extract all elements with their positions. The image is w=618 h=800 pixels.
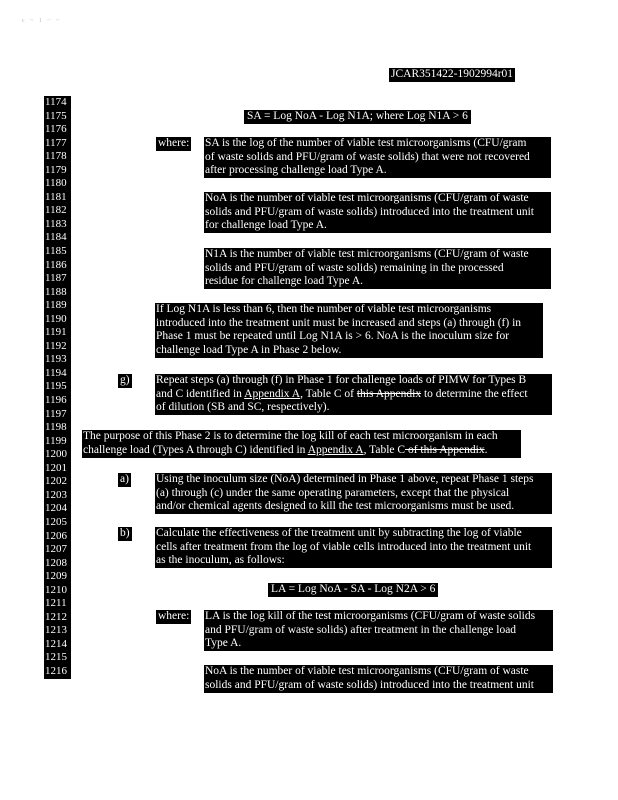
line-number: 1174 <box>45 96 67 108</box>
paragraph-line: challenge load Type A in Phase 2 below. <box>156 343 342 356</box>
corner-scan-marks: c ~ 1 ~ ~ <box>22 18 62 24</box>
definition-line: NoA is the number of viable test microorganisms (CFU/gram of waste <box>205 665 529 677</box>
line-number: 1198 <box>45 421 67 434</box>
step-g-paragraph <box>155 374 552 415</box>
text-run: and C identified in <box>156 387 245 400</box>
definition-sa <box>204 137 551 178</box>
paragraph-line: The purpose of this Phase 2 is to determine the log kill of each test microorganism in each <box>83 430 498 442</box>
text-run: , Table C <box>363 443 406 456</box>
definition-line: N1A is the number of viable test microorganisms (CFU/gram of waste <box>205 248 529 260</box>
definition-line: for challenge load Type A. <box>205 219 327 231</box>
paragraph-line: of dilution (SB and SC, respectively). <box>156 401 330 413</box>
line-number: 1203 <box>45 488 67 501</box>
definition-la <box>204 610 553 651</box>
definition-noa-2 <box>204 665 553 693</box>
paragraph-line: introduced into the treatment unit must be increased and steps (a) through (f) in <box>156 316 522 329</box>
line-number: 1185 <box>45 245 67 258</box>
paragraph-line: Using the inoculum size (NoA) determined in Phase 1 above, repeat Phase 1 steps <box>156 473 534 485</box>
appendix-a-link[interactable]: Appendix A <box>244 387 301 400</box>
line-number: 1204 <box>45 502 67 515</box>
line-number: 1196 <box>45 394 67 407</box>
line-number: 1208 <box>45 556 67 569</box>
paragraph-line: If Log N1A is less than 6, then the number of viable test microorganisms <box>156 303 492 315</box>
step-a-label: a) <box>120 473 129 485</box>
line-number: 1205 <box>45 515 67 528</box>
paragraph-line: as the inoculum, as follows: <box>156 554 285 566</box>
line-number: 1176 <box>45 123 67 136</box>
text-run: . <box>484 443 488 456</box>
formula-sa: SA = Log NoA - Log N1A; where Log N1A > 6 <box>244 110 471 124</box>
definition-line: of waste solids and PFU/gram of waste solids) that were not recovered <box>205 150 530 163</box>
formula-la: LA = Log NoA - SA - Log N2A > 6 <box>268 583 438 597</box>
struck-text: this Appendix <box>356 387 422 400</box>
line-number: 1211 <box>45 597 67 610</box>
paragraph-line: cells after treatment from the log of viable cells introduced into the treatment unit <box>156 540 532 553</box>
definition-line: residue for challenge load Type A. <box>205 275 364 287</box>
paragraph-line: Phase 1 must be repeated until Log N1A is > 6. NoA is the inoculum size for <box>156 330 510 342</box>
definition-n1a <box>204 248 551 289</box>
line-number: 1187 <box>45 272 67 285</box>
definition-line: LA is the log kill of the test microorganisms (CFU/gram of waste solids <box>205 610 536 622</box>
line-number: 1194 <box>45 366 67 379</box>
step-a-paragraph <box>155 473 552 514</box>
definition-line: solids and PFU/gram of waste solids) introduced into the treatment unit <box>205 205 534 218</box>
definition-noa <box>204 192 551 233</box>
definition-line: and PFU/gram of waste solids) after treatment in the challenge load <box>205 623 517 636</box>
line-number: 1190 <box>45 312 67 325</box>
line-number: 1177 <box>45 136 67 149</box>
step-b-paragraph <box>155 527 552 568</box>
definition-line: after processing challenge load Type A. <box>205 164 387 176</box>
line-number: 1197 <box>45 407 67 420</box>
definition-line: Type A. <box>205 637 242 649</box>
paragraph-line: (a) through (c) under the same operating parameters, except that the physical <box>156 486 510 499</box>
definition-line: solids and PFU/gram of waste solids) remaining in the processed <box>205 261 504 274</box>
line-number: 1175 <box>45 109 67 122</box>
phase2-purpose-paragraph <box>82 430 521 458</box>
paragraph-line: Calculate the effectiveness of the treatment unit by subtracting the log of viable <box>156 527 522 539</box>
line-number: 1191 <box>45 326 67 339</box>
appendix-a-link[interactable]: Appendix A <box>307 443 364 456</box>
line-number: 1179 <box>45 163 67 176</box>
line-number: 1180 <box>45 177 67 190</box>
paragraph-line <box>156 388 551 402</box>
line-number: 1181 <box>45 190 67 203</box>
line-number: 1199 <box>45 434 67 447</box>
line-number: 1215 <box>45 651 67 664</box>
step-g-label: g) <box>120 374 130 386</box>
definition-line: SA is the log of the number of viable test microorganisms (CFU/gram <box>205 137 527 149</box>
line-number: 1186 <box>45 258 67 271</box>
line-number: 1207 <box>45 543 67 556</box>
line-number: 1210 <box>45 583 67 596</box>
document-id: JCAR351422-1902994r01 <box>391 68 514 80</box>
line-number-column <box>44 96 71 679</box>
line-number: 1183 <box>45 217 67 230</box>
text-run: to determine the effect <box>421 387 528 400</box>
line-number: 1209 <box>45 570 67 583</box>
line-number: 1206 <box>45 529 67 542</box>
paragraph-line: Repeat steps (a) through (f) in Phase 1 for challenge loads of PIMW for Types B <box>156 374 527 386</box>
line-number: 1192 <box>45 339 67 352</box>
line-number: 1178 <box>45 150 67 163</box>
paragraph-line <box>83 444 520 458</box>
line-number: 1195 <box>45 380 67 393</box>
line-number: 1213 <box>45 624 67 637</box>
line-number: 1188 <box>45 285 67 298</box>
text-run: challenge load (Types A through C) identified in <box>83 443 308 456</box>
line-number: 1184 <box>45 231 67 244</box>
text-run: , Table C of <box>300 387 357 400</box>
line-number: 1201 <box>45 461 67 474</box>
line-number: 1193 <box>45 353 67 366</box>
line-number: 1189 <box>45 299 67 312</box>
line-number: 1202 <box>45 475 67 488</box>
line-number: 1214 <box>45 637 67 650</box>
line-number: 1216 <box>45 664 67 677</box>
paragraph-line: and/or chemical agents designed to kill the test microorganisms must be used. <box>156 500 515 512</box>
where-label: where: <box>158 137 190 149</box>
struck-text: of this Appendix <box>405 443 485 456</box>
line-number: 1200 <box>45 448 67 461</box>
line-number: 1212 <box>45 610 67 623</box>
line-number: 1182 <box>45 204 67 217</box>
if-log-paragraph <box>155 303 543 358</box>
definition-line: solids and PFU/gram of waste solids) introduced into the treatment unit <box>205 678 534 691</box>
step-b-label: b) <box>120 527 130 539</box>
definition-line: NoA is the number of viable test microorganisms (CFU/gram of waste <box>205 192 529 204</box>
where-label: where: <box>158 610 190 622</box>
